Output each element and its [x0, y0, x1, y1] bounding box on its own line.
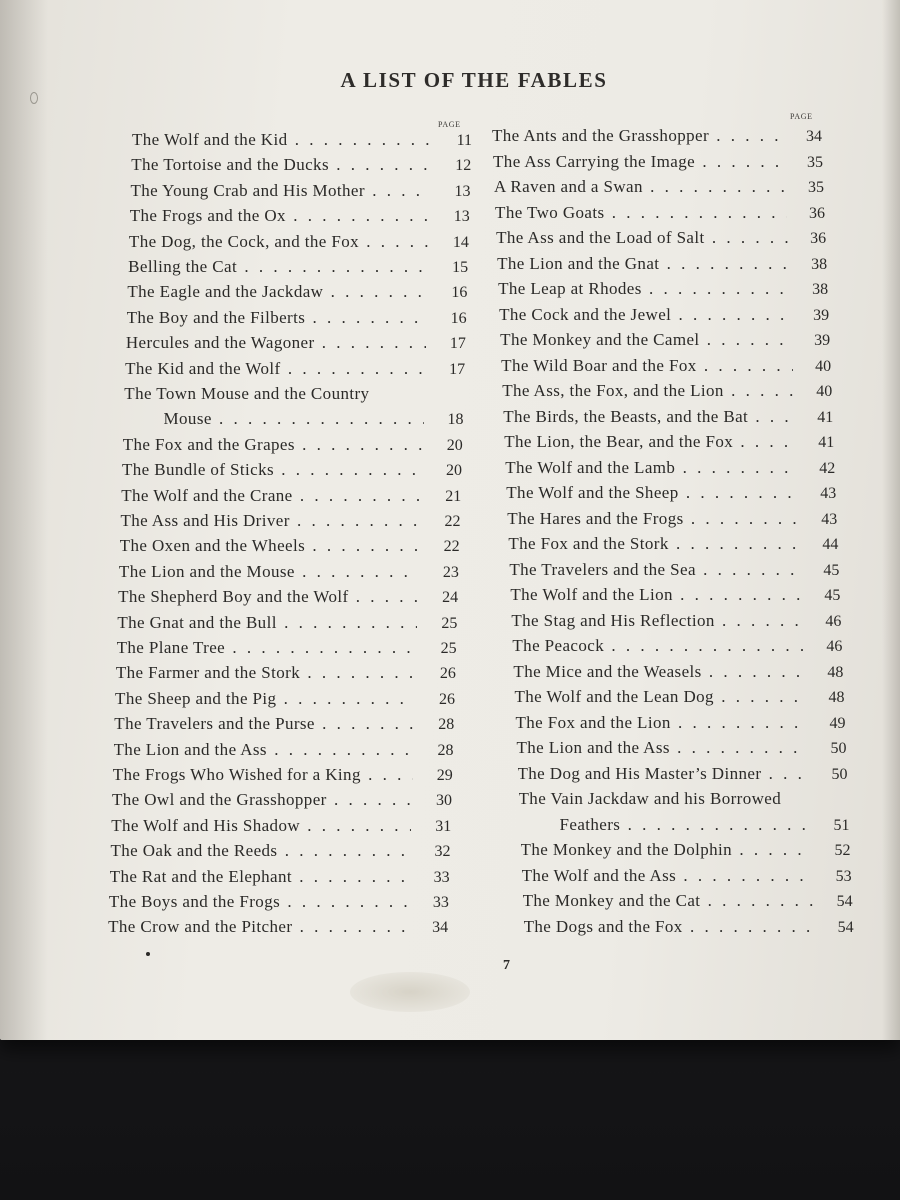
fable-entry [498, 279, 828, 303]
fable-title: The Stag and His Reflection . . . [511, 611, 803, 631]
fable-entry [118, 587, 458, 611]
fable-entry [508, 534, 838, 558]
fable-page-number: 54 [837, 918, 854, 936]
fable-page-number: 33 [432, 894, 449, 911]
fable-entry [500, 330, 830, 354]
fable-entry [120, 536, 460, 560]
fable-page-number: 23 [442, 563, 459, 581]
fable-page-number: 34 [806, 128, 822, 145]
fable-page-number: 50 [831, 765, 848, 783]
fable-title: The Boys and the Frogs . . . [109, 892, 409, 912]
fable-entry [518, 764, 848, 788]
paper-stain [350, 972, 470, 1012]
fable-entry [110, 841, 450, 865]
fable-title: The Oxen and the Wheels . . . [120, 536, 420, 556]
fable-page-number: 35 [807, 153, 824, 171]
fable-entry [113, 765, 453, 789]
fable-title: The Wolf and the Lion . . . [510, 585, 802, 605]
fable-entry [492, 126, 822, 150]
fable-page-number: 52 [834, 842, 851, 859]
fable-page-number: 38 [812, 281, 829, 298]
fable-title: The Farmer and the Stork . . . [116, 663, 416, 683]
fable-title: The Lion and the Gnat . . . [497, 254, 789, 274]
fable-title: The Fox and the Lion . . . [515, 713, 807, 733]
fable-entry [509, 560, 839, 584]
fable-page-number: 34 [432, 919, 449, 937]
fable-entry [117, 638, 457, 662]
fable-title: The Frogs Who Wished for a King . . . [113, 765, 413, 785]
fable-page-number: 39 [813, 306, 830, 324]
fable-entry [503, 407, 833, 431]
fable-title: The Oak and the Reeds . . . [110, 841, 410, 861]
fable-page-number: 40 [816, 383, 833, 400]
page-title: A LIST OF THE FABLES [340, 68, 608, 92]
fable-page-number: 26 [439, 665, 456, 683]
fable-title: The Birds, the Beasts, and the Bat . . . [503, 407, 795, 427]
fable-entry [505, 458, 835, 482]
fable-entry [164, 409, 464, 433]
page-column-header-left: PAGE [438, 120, 461, 129]
fable-entry [131, 155, 471, 179]
fable-title: The Ass Carrying the Image . . . [493, 152, 785, 172]
fable-title: The Lion, the Bear, and the Fox . . . [504, 432, 796, 452]
fable-page-number: 24 [442, 589, 459, 607]
fable-page-number: 22 [443, 538, 460, 556]
page-edge [882, 0, 900, 1040]
fable-title: The Monkey and the Camel . . . [500, 330, 792, 350]
fable-page-number: 16 [450, 309, 467, 327]
fable-entry [516, 738, 846, 762]
fable-page-number: 13 [454, 182, 471, 200]
fable-entry [514, 687, 844, 711]
fable-page-number: 14 [452, 233, 469, 251]
fable-title: The Kid and the Wolf . . . [125, 359, 425, 379]
fable-title: The Crow and the Pitcher . . . [108, 917, 408, 937]
fable-page-number: 20 [446, 436, 463, 454]
fable-page-number: 54 [836, 893, 853, 910]
fable-page-number: 35 [808, 179, 825, 196]
fable-entry [511, 611, 841, 635]
fable-entry [501, 356, 831, 380]
fable-page-number: 43 [821, 510, 838, 528]
fable-entry [496, 228, 826, 252]
fable-title: The Wolf and the Lean Dog . . . [514, 687, 806, 707]
fable-title: The Cock and the Jewel . . . [499, 305, 791, 325]
fable-entry [524, 917, 854, 941]
fable-entry [109, 892, 449, 916]
fable-title: The Wolf and the Crane . . . [121, 486, 421, 506]
fable-entry [515, 713, 845, 737]
fable-entry [124, 384, 464, 408]
fable-title: The Wolf and the Lamb . . . [505, 458, 797, 478]
fable-entry [510, 585, 840, 609]
fable-entry [115, 689, 455, 713]
fable-entry [127, 308, 467, 332]
fable-page-number: 18 [447, 411, 464, 429]
fable-title: The Sheep and the Pig . . . [115, 689, 415, 709]
fable-title: The Town Mouse and the Country [124, 384, 370, 403]
fable-entry [129, 232, 469, 256]
fable-title: The Bundle of Sticks . . . [122, 460, 422, 480]
fable-page-number: 31 [435, 817, 452, 835]
fable-page-number: 12 [455, 157, 472, 175]
fable-entry [116, 663, 456, 687]
fable-title: The Two Goats . . . [495, 203, 787, 223]
fable-title: The Ants and the Grasshopper . . . [492, 126, 784, 146]
fable-entry [110, 867, 450, 891]
fable-title: The Monkey and the Cat . . . [523, 891, 815, 911]
fable-page-number: 15 [452, 259, 469, 276]
fable-entry [123, 435, 463, 459]
fable-page-number: 25 [441, 614, 458, 632]
fable-entry [519, 789, 849, 813]
fable-title: The Fox and the Grapes . . . [123, 435, 423, 455]
fable-entry [522, 866, 852, 890]
fable-title: The Plane Tree . . . [117, 638, 417, 658]
fable-title: The Dog and His Master’s Dinner . . . [518, 764, 810, 784]
fable-entry [122, 460, 462, 484]
fable-title: The Wild Boar and the Fox . . . [501, 356, 793, 376]
fable-title: The Mice and the Weasels . . . [513, 662, 805, 682]
fable-entry [120, 511, 460, 535]
fable-title: The Shepherd Boy and the Wolf . . . [118, 587, 418, 607]
fable-entry [125, 359, 465, 383]
fable-entry [117, 613, 457, 637]
fable-page-number: 44 [822, 536, 839, 553]
fable-page-number: 29 [436, 767, 453, 784]
fable-title: The Eagle and the Jackdaw . . . [127, 282, 427, 302]
ink-dot [146, 952, 150, 956]
fable-page-number: 39 [814, 332, 831, 349]
fable-title: The Frogs and the Ox . . . [130, 206, 430, 226]
fable-page-number: 50 [830, 740, 847, 757]
fable-title: Feathers . . . [560, 815, 812, 835]
fable-title: The Gnat and the Bull . . . [117, 613, 417, 633]
page-column-header-right: PAGE [790, 112, 813, 121]
fable-page-number: 41 [817, 408, 834, 426]
fable-title: The Travelers and the Purse . . . [114, 714, 414, 734]
fable-title: The Tortoise and the Ducks . . . [131, 155, 431, 175]
fable-entry [130, 181, 470, 205]
fable-title: The Ass and the Load of Salt . . . [496, 228, 788, 248]
fable-entry [111, 816, 451, 840]
fable-page-number: 36 [809, 204, 826, 222]
fable-page-number: 32 [434, 843, 451, 861]
fable-page-number: 53 [835, 867, 852, 885]
fable-title: The Rat and the Elephant . . . [110, 867, 410, 887]
fable-title: The Fox and the Stork . . . [508, 534, 800, 554]
fable-page-number: 49 [829, 714, 846, 732]
fable-page-number: 43 [820, 485, 837, 502]
fable-entry [499, 305, 829, 329]
fable-page-number: 38 [811, 255, 828, 273]
fable-entry [132, 130, 472, 154]
fable-page-number: 22 [444, 513, 461, 530]
fable-page-number: 46 [825, 612, 842, 630]
fable-entry [506, 483, 836, 507]
fable-page-number: 45 [823, 561, 840, 579]
fable-title: The Leap at Rhodes . . . [498, 279, 790, 299]
fable-page-number: 48 [828, 689, 845, 706]
fable-page-number: 16 [451, 284, 468, 302]
fable-title: The Hares and the Frogs . . . [507, 509, 799, 529]
fable-entry [502, 381, 832, 405]
fable-page-number: 40 [815, 357, 832, 375]
fable-title: The Vain Jackdaw and his Borrowed [518, 789, 782, 808]
fable-title: Belling the Cat . . . [128, 257, 428, 277]
fable-title: The Peacock . . . [512, 636, 804, 656]
fable-title: The Young Crab and His Mother . . . [130, 181, 430, 201]
fable-title: The Wolf and the Kid . . . [132, 130, 432, 150]
binding-hole [30, 92, 38, 104]
fable-title: The Ass, the Fox, and the Lion . . . [502, 381, 794, 401]
fable-page-number: 41 [818, 434, 835, 451]
fable-title: The Wolf and the Ass . . . [522, 866, 814, 886]
fable-page-number: 13 [453, 208, 470, 226]
fable-title: The Wolf and the Sheep . . . [506, 483, 798, 503]
fable-entry [523, 891, 853, 915]
fable-entry [504, 432, 834, 456]
fable-entry [512, 636, 842, 660]
fable-page-number: 28 [437, 741, 454, 759]
fable-title: The Wolf and His Shadow . . . [111, 816, 411, 836]
fable-entry [513, 662, 843, 686]
fable-entry [112, 790, 452, 814]
fable-title: The Ass and His Driver . . . [120, 511, 420, 531]
fable-page-number: 36 [810, 230, 827, 247]
fable-page-number: 26 [439, 690, 456, 708]
fable-page-number: 28 [438, 716, 455, 734]
fable-page-number: 48 [827, 663, 844, 681]
fable-title: The Lion and the Ass . . . [516, 738, 808, 758]
fable-title: The Owl and the Grasshopper . . . [112, 790, 412, 810]
fable-title: The Dogs and the Fox . . . [524, 917, 816, 937]
fable-page-number: 33 [433, 868, 450, 886]
fable-title: The Lion and the Mouse . . . [119, 562, 419, 582]
fable-page-number: 30 [435, 792, 452, 810]
fable-page-number: 20 [445, 462, 462, 480]
fable-entry [497, 254, 827, 278]
fable-page-number: 46 [826, 638, 843, 655]
fable-title: The Travelers and the Sea . . . [509, 560, 801, 580]
fable-page-number: 21 [445, 487, 462, 505]
fable-entry [128, 257, 468, 281]
fable-entry [126, 333, 466, 357]
fable-page-number: 45 [824, 587, 841, 604]
fable-entry [507, 509, 837, 533]
fable-title: The Dog, the Cock, and the Fox . . . [129, 232, 429, 252]
fable-title: Mouse . . . [164, 409, 424, 429]
fable-title: Hercules and the Wagoner . . . [126, 333, 426, 353]
fable-entry [114, 740, 454, 764]
fable-page-number: 11 [456, 132, 472, 149]
fable-title: The Boy and the Filberts . . . [127, 308, 427, 328]
fable-page-number: 51 [833, 816, 850, 834]
fable-entry [560, 815, 850, 839]
fable-page-number: 17 [449, 335, 466, 353]
fable-title: A Raven and a Swan . . . [494, 177, 786, 197]
fable-page-number: 17 [449, 360, 466, 378]
fable-entry [108, 917, 448, 941]
fable-entry [494, 177, 824, 201]
fable-page-number: 42 [819, 459, 836, 477]
fable-page-number: 25 [440, 640, 457, 657]
fable-entry [121, 486, 461, 510]
fable-entry [521, 840, 851, 864]
fable-entry [114, 714, 454, 738]
fable-entry [119, 562, 459, 586]
fable-entry [495, 203, 825, 227]
page-number: 7 [503, 958, 510, 973]
fable-title: The Monkey and the Dolphin . . . [521, 840, 813, 860]
fable-entry [493, 152, 823, 176]
fable-entry [127, 282, 467, 306]
fable-title: The Lion and the Ass . . . [114, 740, 414, 760]
fable-entry [130, 206, 470, 230]
